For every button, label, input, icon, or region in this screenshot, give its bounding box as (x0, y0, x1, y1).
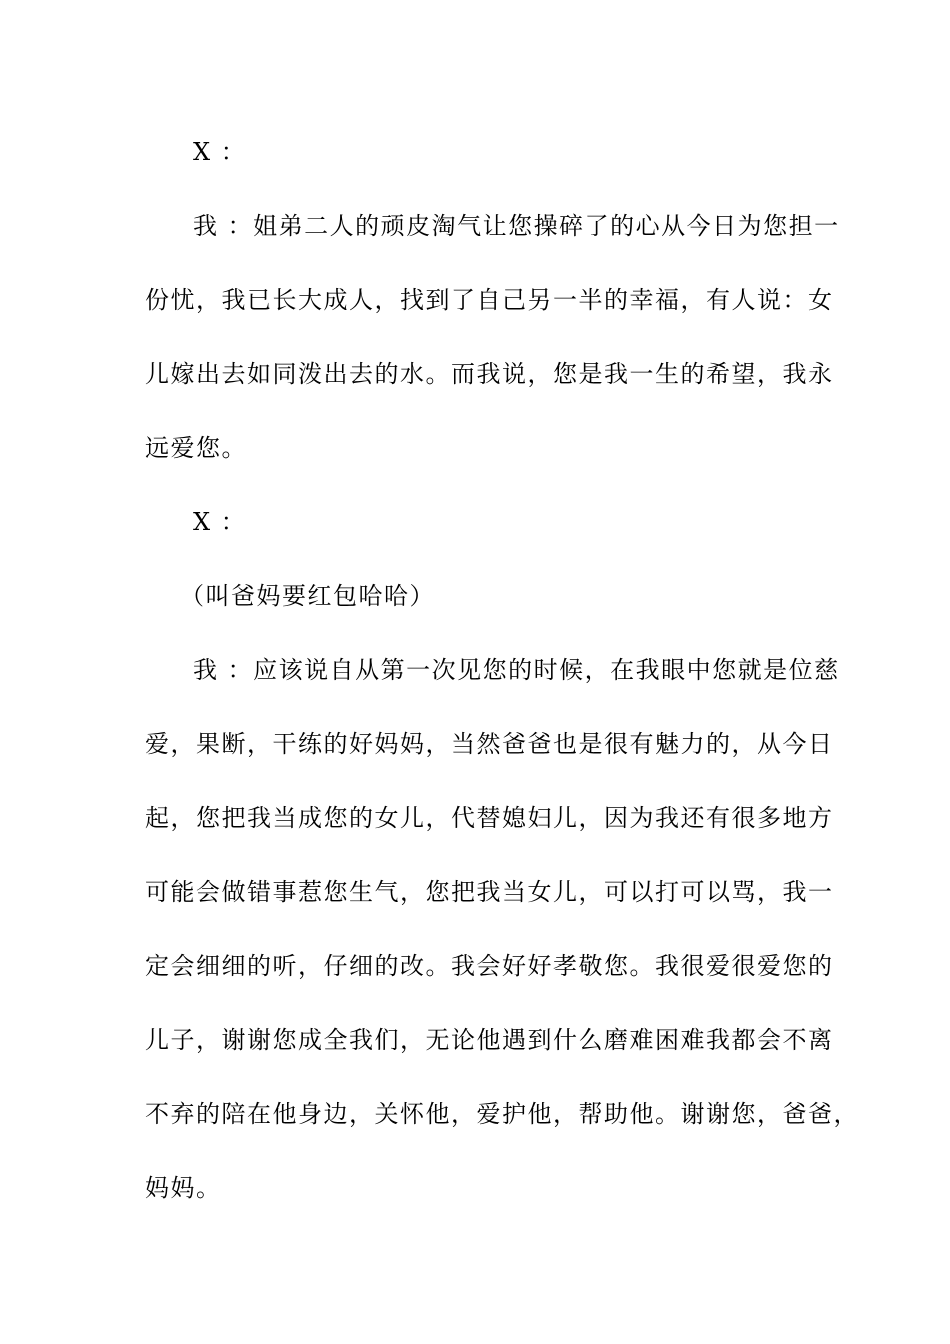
paragraph-2-line-2: 爱，果断，干练的好妈妈，当然爸爸也是很有魅力的，从今日 (145, 730, 834, 758)
paragraph-2-line-4: 可能会做错事惹您生气，您把我当女儿，可以打可以骂，我一 (145, 878, 834, 906)
speaker-x-label-1: X ： (193, 138, 247, 166)
paragraph-2-line-8: 妈妈。 (145, 1174, 222, 1202)
stage-direction: （叫爸妈要红包哈哈） (180, 582, 435, 610)
paragraph-2-line-1: 我 ：应该说自从第一次见您的时候，在我眼中您就是位慈 (193, 656, 840, 684)
paragraph-2-line-5: 定会细细的听，仔细的改。我会好好孝敬您。我很爱很爱您的 (145, 952, 834, 980)
paragraph-1-line-3: 儿嫁出去如同泼出去的水。而我说，您是我一生的希望，我永 (145, 360, 834, 388)
paragraph-1-line-4: 远爱您。 (145, 434, 247, 462)
paragraph-1-line-2: 份忧，我已长大成人，找到了自己另一半的幸福，有人说：女 (145, 286, 834, 314)
paragraph-2-line-3: 起，您把我当成您的女儿，代替媳妇儿，因为我还有很多地方 (145, 804, 834, 832)
paragraph-2-line-6: 儿子，谢谢您成全我们，无论他遇到什么磨难困难我都会不离 (145, 1026, 834, 1054)
paragraph-1-line-1: 我 ：姐弟二人的顽皮淘气让您操碎了的心从今日为您担一 (193, 212, 840, 240)
speaker-x-label-2: X ： (193, 508, 247, 536)
paragraph-2-line-7: 不弃的陪在他身边，关怀他，爱护他，帮助他。谢谢您，爸爸， (145, 1100, 859, 1128)
